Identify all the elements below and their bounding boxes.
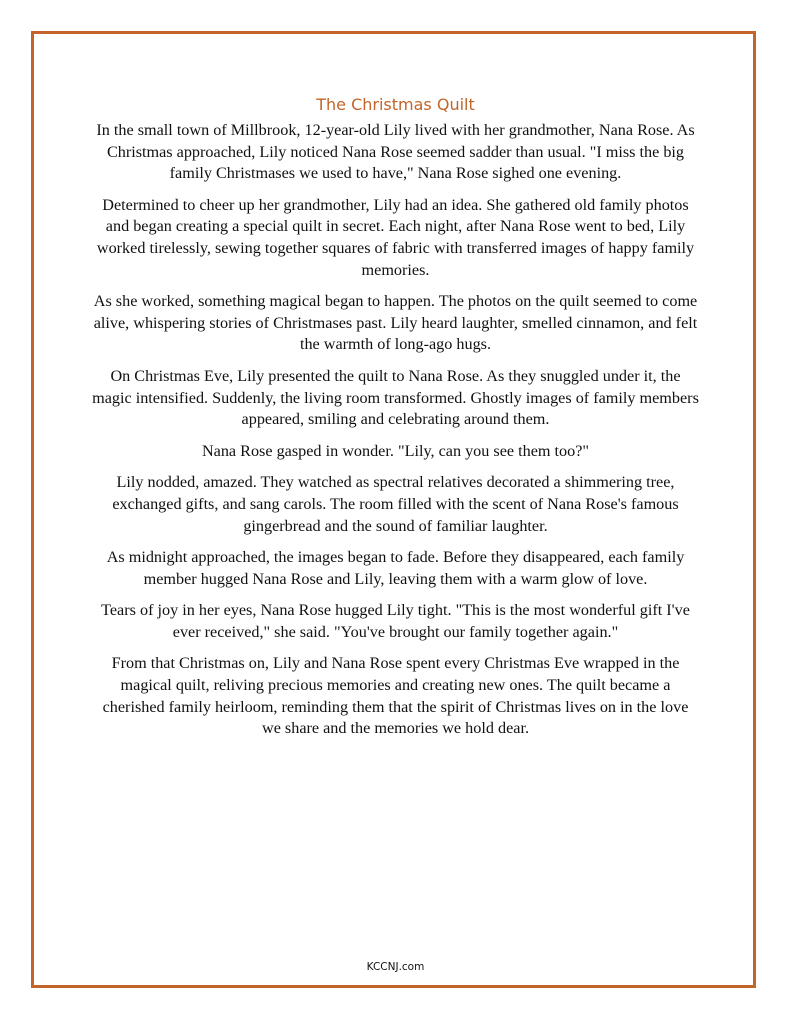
story-paragraph: As midnight approached, the images began to fade. Before they disappeared, each family member hugged Nana Rose and Lily, leaving them with a warm glow of love. xyxy=(106,548,685,588)
story-paragraph: As she worked, something magical began to happen. The photos on the quilt seemed to come alive, whispering stories of Christmases past. Lily heard laughter, smelled cinnamon, and felt the warmth of long-ago hugs. xyxy=(93,292,698,354)
story-paragraph: Determined to cheer up her grandmother, Lily had an idea. She gathered old family photos and began creating a special quilt in secret. Each night, after Nana Rose went to bed, Lily worked tirelessly, sewing together squares of fabric with transferred images of happy family memories. xyxy=(96,195,695,279)
story-paragraph: Tears of joy in her eyes, Nana Rose hugged Lily tight. "This is the most wonderful gift I've ever received," she said. "You've brought our family together again." xyxy=(101,601,690,641)
story-paragraph: Lily nodded, amazed. They watched as spectral relatives decorated a shimmering tree, exchanged gifts, and sang carols. The room filled with the scent of Nana Rose's famous gingerbread and the sound of familiar laughter. xyxy=(112,473,679,535)
story-paragraph: Nana Rose gasped in wonder. "Lily, can you see them too?" xyxy=(201,441,590,460)
story-title: The Christmas Quilt xyxy=(316,95,475,114)
story-paragraph: From that Christmas on, Lily and Nana Rose spent every Christmas Eve wrapped in the magical quilt, reliving precious memories and creating new ones. The quilt became a cherished family heirloom, reminding them that the spirit of Christmas lives on in the love we share and the memories we hold dear. xyxy=(102,654,689,738)
story-body xyxy=(92,120,699,750)
footer-site-link: KCCNJ.com xyxy=(366,961,425,973)
story-paragraph: In the small town of Millbrook, 12-year-old Lily lived with her grandmother, Nana Rose. As Christmas approached, Lily noticed Nana Rose seemed sadder than usual. "I miss the big family Christmases we used to have," Nana Rose sighed one evening. xyxy=(96,121,695,183)
story-paragraph: On Christmas Eve, Lily presented the quilt to Nana Rose. As they snuggled under it, the magic intensified. Suddenly, the living room transformed. Ghostly images of family members appeared, smiling and celebrating around them. xyxy=(92,366,699,429)
